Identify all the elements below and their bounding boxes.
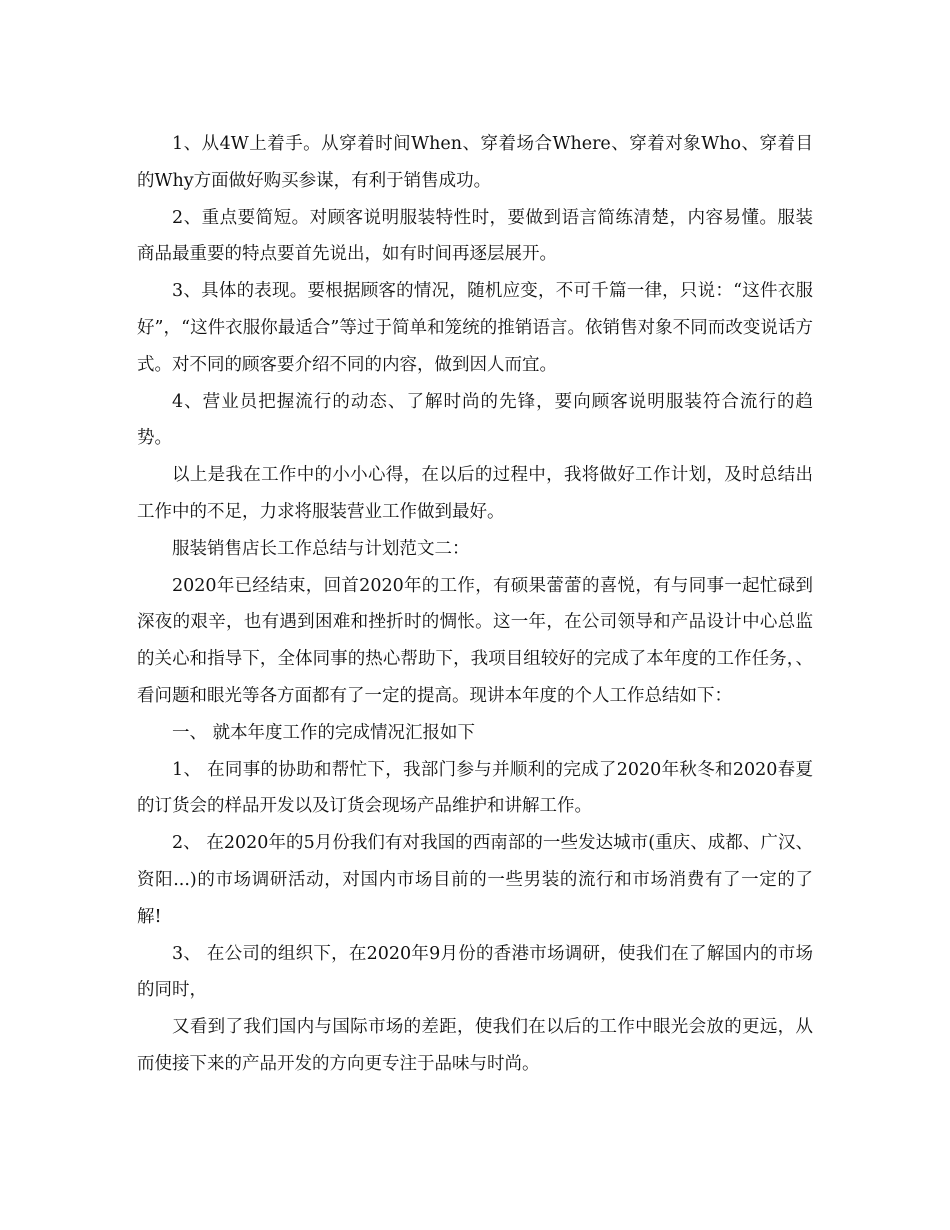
paragraph-tip-trend: 4、营业员把握流行的动态、了解时尚的先锋，要向顾客说明服装符合流行的趋势。	[137, 391, 813, 449]
paragraph-item-1: 1、 在同事的协助和帮忙下，我部门参与并顺利的完成了2020年秋冬和2020春夏的订货会的样品开发以及订货会现场产品维护和讲解工作。	[137, 759, 813, 817]
subheading-work-completion: 一、 就本年度工作的完成情况汇报如下	[172, 722, 476, 743]
paragraph-item-3-continued: 又看到了我们国内与国际市场的差距，使我们在以后的工作中眼光会放的更远，从而使接下来的产品开发的方向更专注于品味与时尚。	[137, 1017, 813, 1074]
paragraph-conclusion: 以上是我在工作中的小小心得，在以后的过程中，我将做好工作计划，及时总结出工作中的不足，力求将服装营业工作做到最好。	[137, 465, 813, 522]
paragraph-item-3: 3、 在公司的组织下，在2020年9月份的香港市场调研，使我们在了解国内的市场的同时，	[137, 943, 813, 1001]
section-heading-sample-two: 服装销售店长工作总结与计划范文二：	[172, 538, 470, 559]
paragraph-year-intro: 2020年已经结束，回首2020年的工作，有硕果蕾蕾的喜悦，有与同事一起忙碌到深夜的艰辛，也有遇到困难和挫折时的惆怅。这一年，在公司领导和产品设计中心总监的关心和指导下，全体同事的热心帮助下，我项目组较好的完成了本年度的工作任务，、看问题和眼光等各方面都有了一定的提高。现讲本年度的个人工作总结如下：	[137, 575, 813, 706]
paragraph-tip-specific: 3、具体的表现。要根据顾客的情况，随机应变，不可千篇一律，只说：“这件衣服好”，“这件衣服你最适合”等过于简单和笼统的推销语言。依销售对象不同而改变说话方式。对不同的顾客要介绍不同的内容，做到因人而宜。	[137, 281, 813, 375]
paragraph-item-2: 2、 在2020年的5月份我们有对我国的西南部的一些发达城市(重庆、成都、广汉、资阳...)的市场调研活动，对国内市场目前的一些男装的流行和市场消费有了一定的了解!	[137, 833, 813, 927]
document-body	[137, 126, 813, 1083]
paragraph-tip-4w: 1、从4W上着手。从穿着时间When、穿着场合Where、穿着对象Who、穿着目的Why方面做好购买参谋，有利于销售成功。	[137, 134, 813, 191]
paragraph-tip-brief: 2、重点要简短。对顾客说明服装特性时，要做到语言简练清楚，内容易懂。服装商品最重要的特点要首先说出，如有时间再逐层展开。	[137, 207, 813, 265]
